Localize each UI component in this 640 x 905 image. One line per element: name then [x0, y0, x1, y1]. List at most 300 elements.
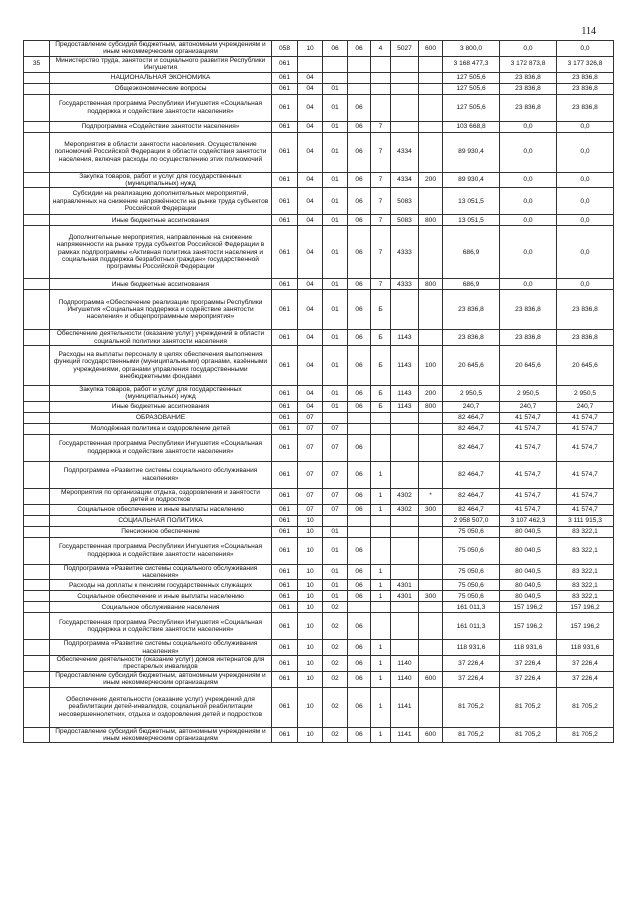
section-code: 10	[298, 613, 323, 640]
item-name: Закупка товаров, работ и услуг для государственных (муниципальных) нужд	[50, 172, 272, 188]
row-number	[24, 121, 50, 132]
table-row	[24, 727, 614, 743]
program-code	[348, 412, 371, 423]
item-name: Мероприятия в области занятости населения. Осуществление полномочий Российской Федерации в области содействия занятости населения, включая расходы по осуществлению этих полномочий	[50, 132, 272, 172]
table-row	[24, 330, 614, 346]
amount-year-1: 82 464,7	[443, 434, 500, 461]
table-row	[24, 290, 614, 330]
row-number	[24, 386, 50, 402]
amount-year-1: 75 050,6	[443, 526, 500, 537]
subsection-code: 02	[323, 602, 348, 613]
subprogram-code	[371, 515, 391, 526]
program-code: 06	[348, 172, 371, 188]
program-code: 06	[348, 290, 371, 330]
amount-year-2: 23 836,8	[500, 330, 557, 346]
amount-year-2: 118 931,6	[500, 640, 557, 656]
row-number	[24, 515, 50, 526]
amount-year-1: 82 464,7	[443, 504, 500, 515]
row-number	[24, 330, 50, 346]
item-name: Расходы на доплаты к пенсиям государственных служащих	[50, 580, 272, 591]
amount-year-1: 81 705,2	[443, 727, 500, 743]
ministry-code: 061	[272, 412, 298, 423]
program-code	[348, 423, 371, 434]
table-body	[24, 41, 614, 743]
row-number	[24, 83, 50, 94]
expense-type-code: 200	[419, 172, 443, 188]
target-code: 5083	[391, 215, 419, 226]
target-code	[391, 461, 419, 488]
expense-type-code	[419, 290, 443, 330]
subprogram-code	[371, 602, 391, 613]
table-row	[24, 602, 614, 613]
ministry-code: 061	[272, 564, 298, 580]
subprogram-code: 7	[371, 172, 391, 188]
subprogram-code	[371, 613, 391, 640]
subprogram-code	[371, 434, 391, 461]
subsection-code: 01	[323, 580, 348, 591]
amount-year-1: 75 050,6	[443, 537, 500, 564]
section-code: 04	[298, 279, 323, 290]
subsection-code: 01	[323, 121, 348, 132]
amount-year-2: 80 040,5	[500, 564, 557, 580]
table-row	[24, 83, 614, 94]
amount-year-3: 157 196,2	[557, 602, 614, 613]
item-name: Дополнительные мероприятия, направленные на снижение напряженности на рынке труда субъектов Российской Федерации в рамках подпрограммы «Активная политика занятости населения и социальная поддержка безработных граждан» государственной программы Российской Федерации	[50, 226, 272, 279]
subprogram-code: 1	[371, 504, 391, 515]
subprogram-code: Б	[371, 346, 391, 386]
target-code	[391, 602, 419, 613]
expense-type-code: *	[419, 488, 443, 504]
ministry-code: 061	[272, 488, 298, 504]
program-code: 06	[348, 215, 371, 226]
section-code: 04	[298, 83, 323, 94]
section-code: 10	[298, 640, 323, 656]
amount-year-3: 3 111 915,3	[557, 515, 614, 526]
ministry-code: 061	[272, 687, 298, 727]
amount-year-1: 37 226,4	[443, 656, 500, 672]
expense-type-code	[419, 72, 443, 83]
row-number	[24, 132, 50, 172]
target-code	[391, 434, 419, 461]
amount-year-2: 81 705,2	[500, 687, 557, 727]
subsection-code	[323, 72, 348, 83]
expense-type-code	[419, 515, 443, 526]
program-code: 06	[348, 613, 371, 640]
program-code: 06	[348, 671, 371, 687]
row-number	[24, 434, 50, 461]
amount-year-3: 23 836,8	[557, 72, 614, 83]
program-code: 06	[348, 656, 371, 672]
amount-year-2: 0,0	[500, 188, 557, 215]
section-code: 10	[298, 41, 323, 57]
amount-year-2: 0,0	[500, 215, 557, 226]
amount-year-1: 89 930,4	[443, 132, 500, 172]
item-name: Молодёжная политика и оздоровление детей	[50, 423, 272, 434]
subprogram-code: 4	[371, 41, 391, 57]
amount-year-3: 0,0	[557, 279, 614, 290]
table-row	[24, 504, 614, 515]
expense-type-code	[419, 188, 443, 215]
ministry-code: 061	[272, 671, 298, 687]
amount-year-2: 23 836,8	[500, 72, 557, 83]
subprogram-code: 1	[371, 727, 391, 743]
amount-year-3: 23 836,8	[557, 290, 614, 330]
ministry-code: 061	[272, 640, 298, 656]
table-row	[24, 121, 614, 132]
item-name: Социальное обеспечение и иные выплаты населению	[50, 504, 272, 515]
ministry-code: 061	[272, 656, 298, 672]
subprogram-code	[371, 56, 391, 72]
row-number	[24, 591, 50, 602]
expense-type-code: 800	[419, 401, 443, 412]
section-code: 04	[298, 346, 323, 386]
section-code: 10	[298, 602, 323, 613]
program-code: 06	[348, 537, 371, 564]
ministry-code: 061	[272, 279, 298, 290]
section-code: 04	[298, 132, 323, 172]
item-name: Подпрограмма «Развитие системы социального обслуживания населения»	[50, 461, 272, 488]
row-number	[24, 94, 50, 121]
amount-year-1: 127 505,6	[443, 83, 500, 94]
subsection-code: 01	[323, 386, 348, 402]
target-code	[391, 526, 419, 537]
ministry-code: 061	[272, 56, 298, 72]
item-name: Обеспечение деятельности (оказание услуг) учреждений в области социальной политики занятости населения	[50, 330, 272, 346]
item-name: Социальное обслуживание населения	[50, 602, 272, 613]
amount-year-2: 80 040,5	[500, 591, 557, 602]
item-name: ОБРАЗОВАНИЕ	[50, 412, 272, 423]
subprogram-code: 1	[371, 640, 391, 656]
table-row	[24, 671, 614, 687]
amount-year-3: 81 705,2	[557, 687, 614, 727]
subprogram-code	[371, 94, 391, 121]
subprogram-code	[371, 83, 391, 94]
section-code	[298, 56, 323, 72]
expense-type-code	[419, 226, 443, 279]
expense-type-code: 800	[419, 215, 443, 226]
table-row	[24, 386, 614, 402]
item-name: Подпрограмма «Обеспечение реализации программы Республики Ингушетия «Социальная поддержка и содействие занятости населения» и общепрограммные мероприятия»	[50, 290, 272, 330]
amount-year-2: 157 196,2	[500, 613, 557, 640]
amount-year-3: 0,0	[557, 132, 614, 172]
section-code: 04	[298, 401, 323, 412]
table-row	[24, 215, 614, 226]
section-code: 07	[298, 434, 323, 461]
item-name: Государственная программа Республики Ингушетия «Социальная поддержка и содействие занятости населения»	[50, 613, 272, 640]
program-code: 06	[348, 591, 371, 602]
ministry-code: 061	[272, 94, 298, 121]
subsection-code: 01	[323, 132, 348, 172]
amount-year-2: 0,0	[500, 121, 557, 132]
amount-year-1: 2 950,5	[443, 386, 500, 402]
table-row	[24, 591, 614, 602]
program-code: 06	[348, 346, 371, 386]
subsection-code: 02	[323, 613, 348, 640]
amount-year-2: 3 107 462,3	[500, 515, 557, 526]
ministry-code: 061	[272, 215, 298, 226]
row-number	[24, 290, 50, 330]
subsection-code: 07	[323, 488, 348, 504]
expense-type-code	[419, 423, 443, 434]
amount-year-3: 41 574,7	[557, 461, 614, 488]
ministry-code: 061	[272, 401, 298, 412]
amount-year-2: 23 836,8	[500, 94, 557, 121]
page-number: 114	[581, 26, 596, 37]
item-name: Иные бюджетные ассигнования	[50, 279, 272, 290]
expense-type-code	[419, 602, 443, 613]
ministry-code: 061	[272, 526, 298, 537]
section-code: 10	[298, 727, 323, 743]
subprogram-code: 7	[371, 215, 391, 226]
section-code: 04	[298, 121, 323, 132]
expense-type-code	[419, 537, 443, 564]
ministry-code: 061	[272, 434, 298, 461]
table-row	[24, 279, 614, 290]
target-code	[391, 515, 419, 526]
item-name: Государственная программа Республики Ингушетия «Социальная поддержка и содействие занятости населения»	[50, 434, 272, 461]
budget-table	[23, 40, 614, 743]
table-row	[24, 434, 614, 461]
program-code: 06	[348, 41, 371, 57]
expense-type-code	[419, 640, 443, 656]
row-number	[24, 613, 50, 640]
target-code: 1143	[391, 330, 419, 346]
table-row	[24, 132, 614, 172]
amount-year-1: 240,7	[443, 401, 500, 412]
table-row	[24, 537, 614, 564]
amount-year-3: 41 574,7	[557, 434, 614, 461]
ministry-code: 061	[272, 121, 298, 132]
row-number	[24, 526, 50, 537]
amount-year-1: 118 931,6	[443, 640, 500, 656]
section-code: 10	[298, 515, 323, 526]
row-number	[24, 564, 50, 580]
target-code	[391, 640, 419, 656]
row-number	[24, 640, 50, 656]
section-code: 07	[298, 488, 323, 504]
amount-year-2: 41 574,7	[500, 434, 557, 461]
subsection-code: 01	[323, 279, 348, 290]
amount-year-3: 41 574,7	[557, 423, 614, 434]
ministry-code: 061	[272, 504, 298, 515]
item-name: Предоставление субсидий бюджетным, автономным учреждениям и иным некоммерческим организациям	[50, 671, 272, 687]
program-code: 06	[348, 94, 371, 121]
amount-year-1: 161 011,3	[443, 613, 500, 640]
amount-year-2: 41 574,7	[500, 488, 557, 504]
amount-year-2: 37 226,4	[500, 656, 557, 672]
item-name: Подпрограмма «Развитие системы социального обслуживания населения»	[50, 564, 272, 580]
table-row	[24, 656, 614, 672]
target-code	[391, 564, 419, 580]
row-number	[24, 580, 50, 591]
table-row	[24, 564, 614, 580]
amount-year-2: 240,7	[500, 401, 557, 412]
subsection-code: 01	[323, 215, 348, 226]
target-code: 5027	[391, 41, 419, 57]
subprogram-code	[371, 423, 391, 434]
subprogram-code: 1	[371, 488, 391, 504]
amount-year-3: 23 836,8	[557, 83, 614, 94]
amount-year-1: 103 668,8	[443, 121, 500, 132]
target-code: 1143	[391, 346, 419, 386]
program-code: 06	[348, 461, 371, 488]
amount-year-2: 37 226,4	[500, 671, 557, 687]
amount-year-3: 83 322,1	[557, 537, 614, 564]
amount-year-1: 2 958 507,0	[443, 515, 500, 526]
ministry-code: 061	[272, 346, 298, 386]
section-code: 10	[298, 591, 323, 602]
target-code: 4302	[391, 504, 419, 515]
row-number	[24, 504, 50, 515]
subprogram-code: 1	[371, 591, 391, 602]
target-code	[391, 56, 419, 72]
row-number	[24, 656, 50, 672]
row-number	[24, 671, 50, 687]
section-code: 07	[298, 504, 323, 515]
ministry-code: 061	[272, 537, 298, 564]
ministry-code: 061	[272, 602, 298, 613]
target-code: 5083	[391, 188, 419, 215]
item-name: Социальное обеспечение и иные выплаты населению	[50, 591, 272, 602]
amount-year-2: 0,0	[500, 226, 557, 279]
amount-year-1: 89 930,4	[443, 172, 500, 188]
amount-year-2: 2 950,5	[500, 386, 557, 402]
row-number	[24, 537, 50, 564]
row-number	[24, 188, 50, 215]
item-name: Пенсионное обеспечение	[50, 526, 272, 537]
amount-year-1: 82 464,7	[443, 412, 500, 423]
section-code: 04	[298, 188, 323, 215]
target-code	[391, 72, 419, 83]
expense-type-code: 100	[419, 346, 443, 386]
subprogram-code: 7	[371, 188, 391, 215]
program-code: 06	[348, 727, 371, 743]
row-number	[24, 226, 50, 279]
table-row	[24, 461, 614, 488]
ministry-code: 061	[272, 461, 298, 488]
amount-year-3: 41 574,7	[557, 504, 614, 515]
ministry-code: 061	[272, 386, 298, 402]
target-code: 4333	[391, 279, 419, 290]
ministry-code: 061	[272, 172, 298, 188]
amount-year-3: 83 322,1	[557, 580, 614, 591]
ministry-code: 061	[272, 613, 298, 640]
table-row	[24, 412, 614, 423]
item-name: Общеэкономические вопросы	[50, 83, 272, 94]
target-code: 4302	[391, 488, 419, 504]
amount-year-3: 0,0	[557, 41, 614, 57]
ministry-code: 061	[272, 591, 298, 602]
table-row	[24, 72, 614, 83]
subprogram-code: 1	[371, 687, 391, 727]
amount-year-2: 3 172 873,8	[500, 56, 557, 72]
target-code	[391, 613, 419, 640]
amount-year-3: 0,0	[557, 121, 614, 132]
target-code: 4334	[391, 172, 419, 188]
row-number	[24, 41, 50, 57]
subprogram-code: 7	[371, 121, 391, 132]
subprogram-code	[371, 72, 391, 83]
expense-type-code	[419, 83, 443, 94]
program-code: 06	[348, 488, 371, 504]
item-name: Государственная программа Республики Ингушетия «Социальная поддержка и содействие занятости населения»	[50, 94, 272, 121]
table-row	[24, 94, 614, 121]
ministry-code: 061	[272, 727, 298, 743]
expense-type-code	[419, 564, 443, 580]
subsection-code: 02	[323, 656, 348, 672]
row-number	[24, 412, 50, 423]
ministry-code: 061	[272, 580, 298, 591]
table-row	[24, 188, 614, 215]
program-code	[348, 515, 371, 526]
section-code: 10	[298, 687, 323, 727]
subsection-code: 07	[323, 504, 348, 515]
program-code	[348, 602, 371, 613]
amount-year-2: 23 836,8	[500, 83, 557, 94]
table-row	[24, 515, 614, 526]
amount-year-1: 127 505,6	[443, 72, 500, 83]
target-code	[391, 423, 419, 434]
amount-year-2: 0,0	[500, 132, 557, 172]
program-code: 06	[348, 640, 371, 656]
ministry-code: 061	[272, 226, 298, 279]
target-code: 1140	[391, 656, 419, 672]
amount-year-1: 82 464,7	[443, 423, 500, 434]
target-code	[391, 290, 419, 330]
target-code: 4301	[391, 580, 419, 591]
item-name: Мероприятия по организации отдыха, оздоровления и занятости детей и подростков	[50, 488, 272, 504]
row-number	[24, 727, 50, 743]
expense-type-code	[419, 526, 443, 537]
amount-year-1: 686,9	[443, 279, 500, 290]
program-code	[348, 72, 371, 83]
amount-year-1: 23 836,8	[443, 330, 500, 346]
amount-year-1: 13 051,5	[443, 215, 500, 226]
table-row	[24, 401, 614, 412]
subsection-code: 02	[323, 640, 348, 656]
target-code	[391, 412, 419, 423]
subsection-code: 01	[323, 591, 348, 602]
amount-year-1: 3 800,0	[443, 41, 500, 57]
amount-year-1: 82 464,7	[443, 461, 500, 488]
expense-type-code: 300	[419, 504, 443, 515]
program-code: 06	[348, 121, 371, 132]
subprogram-code: 1	[371, 580, 391, 591]
program-code: 06	[348, 188, 371, 215]
section-code: 07	[298, 423, 323, 434]
expense-type-code	[419, 687, 443, 727]
amount-year-2: 80 040,5	[500, 537, 557, 564]
amount-year-2: 80 040,5	[500, 580, 557, 591]
amount-year-2: 41 574,7	[500, 412, 557, 423]
subprogram-code: Б	[371, 386, 391, 402]
target-code: 4301	[391, 591, 419, 602]
item-name: СОЦИАЛЬНАЯ ПОЛИТИКА	[50, 515, 272, 526]
amount-year-2: 157 196,2	[500, 602, 557, 613]
program-code: 06	[348, 687, 371, 727]
amount-year-2: 0,0	[500, 279, 557, 290]
amount-year-1: 13 051,5	[443, 188, 500, 215]
subsection-code: 01	[323, 346, 348, 386]
section-code: 04	[298, 386, 323, 402]
section-code: 07	[298, 461, 323, 488]
amount-year-3: 3 177 326,8	[557, 56, 614, 72]
program-code: 06	[348, 434, 371, 461]
table-row	[24, 526, 614, 537]
row-number	[24, 172, 50, 188]
ministry-code: 058	[272, 41, 298, 57]
item-name: Закупка товаров, работ и услуг для государственных (муниципальных) нужд	[50, 386, 272, 402]
